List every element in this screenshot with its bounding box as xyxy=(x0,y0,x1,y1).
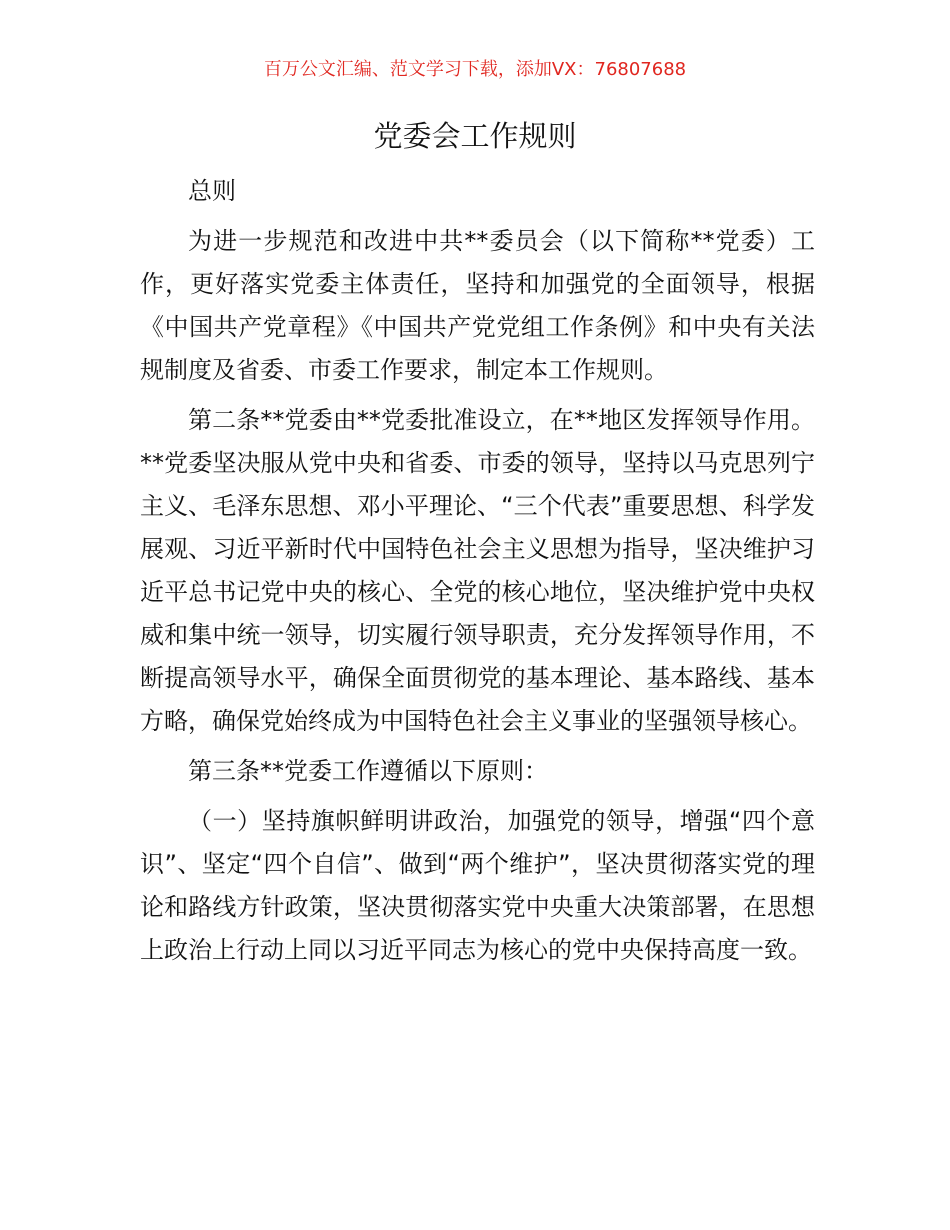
document-body xyxy=(140,170,815,972)
section-heading: 总则 xyxy=(188,177,236,205)
paragraph-article-3: 第三条**党委工作遵循以下原则： xyxy=(188,757,548,785)
document-title: 党委会工作规则 xyxy=(373,119,577,153)
paragraph-intro: 为进一步规范和改进中共**委员会（以下简称**党委）工作，更好落实党委主体责任，坚持和加强党的全面领导，根据《中国共产党章程》《中国共产党党组工作条例》和中央有关法规制度及省委、市委工作要求，制定本工作规则。 xyxy=(140,227,815,384)
paragraph-article-2: 第二条**党委由**党委批准设立，在**地区发挥领导作用。**党委坚决服从党中央和省委、市委的领导，坚持以马克思列宁主义、毛泽东思想、邓小平理论、“三个代表”重要思想、科学发展观、习近平新时代中国特色社会主义思想为指导，坚决维护习近平总书记党中央的核心、全党的核心地位，坚决维护党中央权威和集中统一领导，切实履行领导职责，充分发挥领导作用，不断提高领导水平，确保全面贯彻党的基本理论、基本路线、基本方略，确保党始终成为中国特色社会主义事业的坚强领导核心。 xyxy=(140,406,815,735)
promo-banner: 百万公文汇编、范文学习下载，添加VX：76807688 xyxy=(263,59,687,80)
paragraph-principle-1: （一）坚持旗帜鲜明讲政治，加强党的领导，增强“四个意识”、坚定“四个自信”、做到“两个维护”，坚决贯彻落实党的理论和路线方针政策，坚决贯彻落实党中央重大决策部署，在思想上政治上行动上同以习近平同志为核心的党中央保持高度一致。 xyxy=(140,807,815,964)
